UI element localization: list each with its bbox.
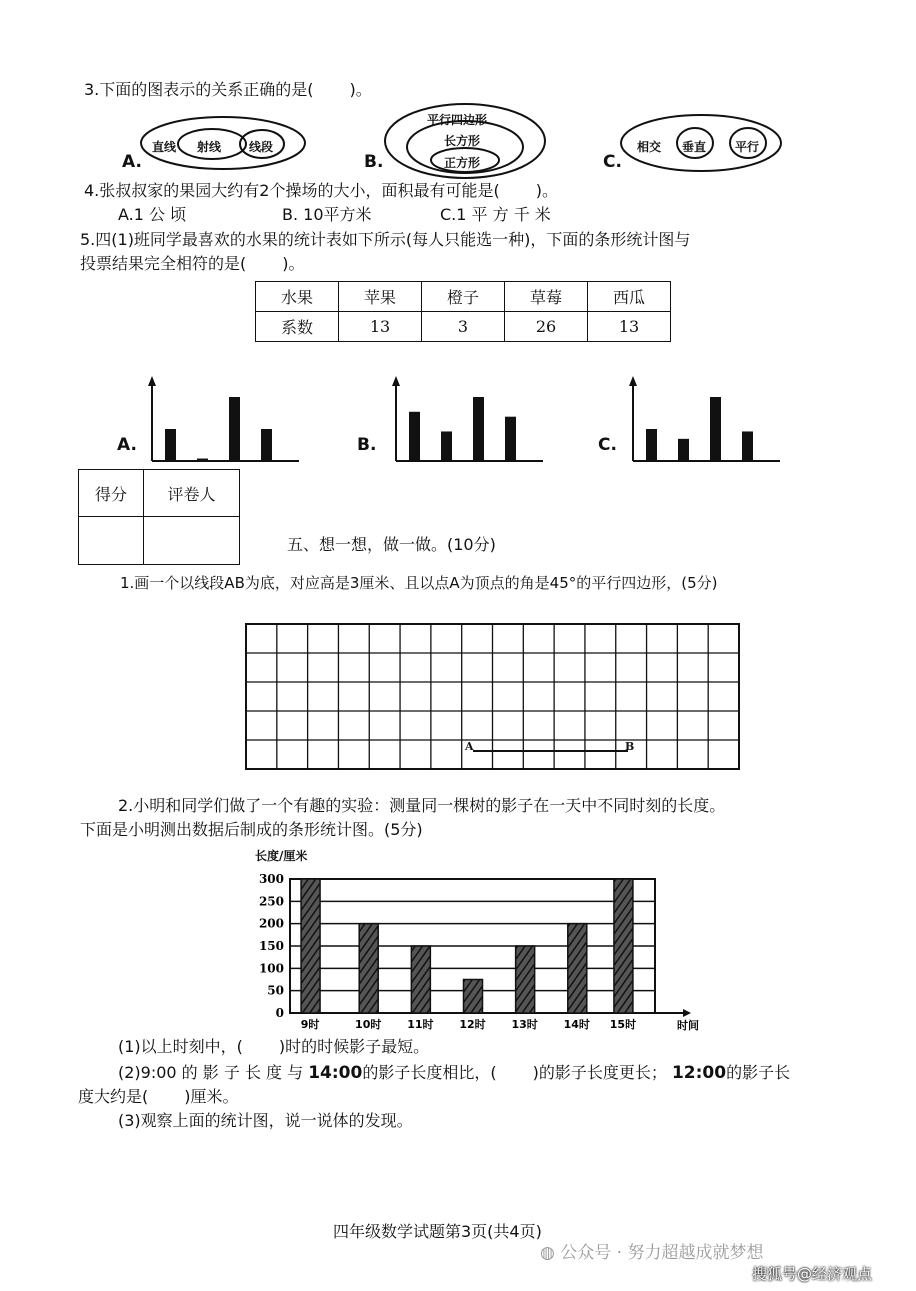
q5-line2: 投票结果完全相符的是( )。	[80, 254, 305, 273]
y-tick-label: 250	[258, 894, 284, 909]
fruit-header-label: 水果	[256, 282, 339, 312]
point-b-label: B	[625, 740, 635, 753]
x-tick-label: 9时	[300, 1018, 320, 1031]
q3-c-item-2: 垂直	[682, 140, 707, 154]
arrow-right-icon	[683, 1009, 691, 1017]
q3-option-a-label: A.	[122, 152, 142, 172]
fruit-name: 苹果	[339, 282, 422, 312]
point-a-label: A	[465, 740, 474, 753]
subq-2-line1: (2)9:00 的 影 子 长 度 与 14:00的影子长度相比，( )的影子长度更长； 12:00的影子长	[118, 1063, 791, 1083]
y-tick-label: 300	[258, 872, 284, 886]
q3-a-item-3: 线段	[249, 140, 274, 154]
page-footer: 四年级数学试题第3页(共4页)	[333, 1222, 542, 1241]
subq-2-line2: 度大约是( )厘米。	[78, 1087, 239, 1106]
q3-option-c-label: C.	[603, 152, 622, 172]
q3-b-item-3: 正方形	[444, 156, 481, 170]
chart-bar	[614, 879, 633, 1013]
x-tick-label: 13时	[511, 1018, 538, 1031]
q5-option-c-label: C.	[598, 435, 617, 455]
q4-option-b: B. 10平方米	[282, 205, 372, 224]
score-label: 得分	[79, 470, 144, 517]
chart-ylabel: 长度/厘米	[255, 849, 308, 863]
q4-text: 4.张叔叔家的果园大约有2个操场的大小，面积最有可能是( )。	[84, 181, 558, 200]
y-tick-label: 50	[267, 983, 284, 998]
q3-a-item-2: 射线	[197, 140, 222, 154]
q3-b-item-1: 平行四边形	[427, 113, 488, 127]
q5-option-a-label: A.	[117, 435, 137, 455]
chart-bar	[464, 980, 483, 1014]
y-tick-label: 0	[275, 1006, 284, 1020]
fruit-count: 13	[588, 312, 671, 342]
subq-1: (1)以上时刻中，( )时的时候影子最短。	[118, 1037, 430, 1056]
q3-c-item-3: 平行	[735, 140, 760, 154]
source-watermark: 搜狐号@经济观点	[752, 1265, 873, 1283]
chart-bar	[568, 924, 587, 1013]
chart-bar	[301, 879, 320, 1013]
fruit-count: 3	[422, 312, 505, 342]
wechat-icon: ◍	[540, 1243, 561, 1263]
subq-3: (3)观察上面的统计图，说一说体的发现。	[118, 1111, 413, 1130]
fruit-count: 26	[505, 312, 588, 342]
q3-a-item-1: 直线	[152, 140, 177, 154]
x-axis-label: 时间	[677, 1019, 699, 1032]
watermark: ◍ 公众号 · 努力超越成就梦想	[540, 1243, 764, 1263]
x-tick-label: 12时	[459, 1018, 486, 1031]
y-tick-label: 200	[258, 916, 284, 931]
fruit-name: 橙子	[422, 282, 505, 312]
section5-q2-line2: 下面是小明测出数据后制成的条形统计图。(5分)	[80, 820, 423, 839]
chart-bar	[411, 946, 430, 1013]
fruit-name: 西瓜	[588, 282, 671, 312]
q4-option-a: A.1 公 顷	[118, 205, 187, 224]
chart-bar	[359, 924, 378, 1013]
q3-option-b-label: B.	[364, 152, 384, 172]
q4-option-c: C.1 平 方 千 米	[440, 205, 551, 224]
count-label: 系数	[256, 312, 339, 342]
q5-option-b-label: B.	[357, 435, 377, 455]
x-tick-label: 14时	[563, 1018, 590, 1031]
q3-b-item-2: 长方形	[444, 134, 481, 148]
fruit-count: 13	[339, 312, 422, 342]
grader-label: 评卷人	[144, 470, 240, 517]
q5-line1: 5.四(1)班同学最喜欢的水果的统计表如下所示(每人只能选一种)，下面的条形统计图与	[80, 230, 691, 249]
section5-q2-line1: 2.小明和同学们做了一个有趣的实验：测量同一棵树的影子在一天中不同时刻的长度。	[118, 796, 726, 815]
x-tick-label: 15时	[609, 1018, 637, 1031]
y-tick-label: 150	[258, 939, 284, 953]
x-tick-label: 10时	[355, 1018, 382, 1031]
section5-title: 五、想一想，做一做。(10分)	[287, 535, 496, 554]
q3-text: 3.下面的图表示的关系正确的是( )。	[84, 80, 372, 99]
q3-c-item-1: 相交	[637, 140, 662, 154]
x-tick-label: 11时	[407, 1018, 434, 1031]
chart-bar	[516, 946, 535, 1013]
y-tick-label: 100	[258, 961, 284, 976]
fruit-name: 草莓	[505, 282, 588, 312]
section5-q1: 1.画一个以线段AB为底，对应高是3厘米、且以点A为顶点的角是45°的平行四边形，(5分)	[120, 574, 718, 592]
